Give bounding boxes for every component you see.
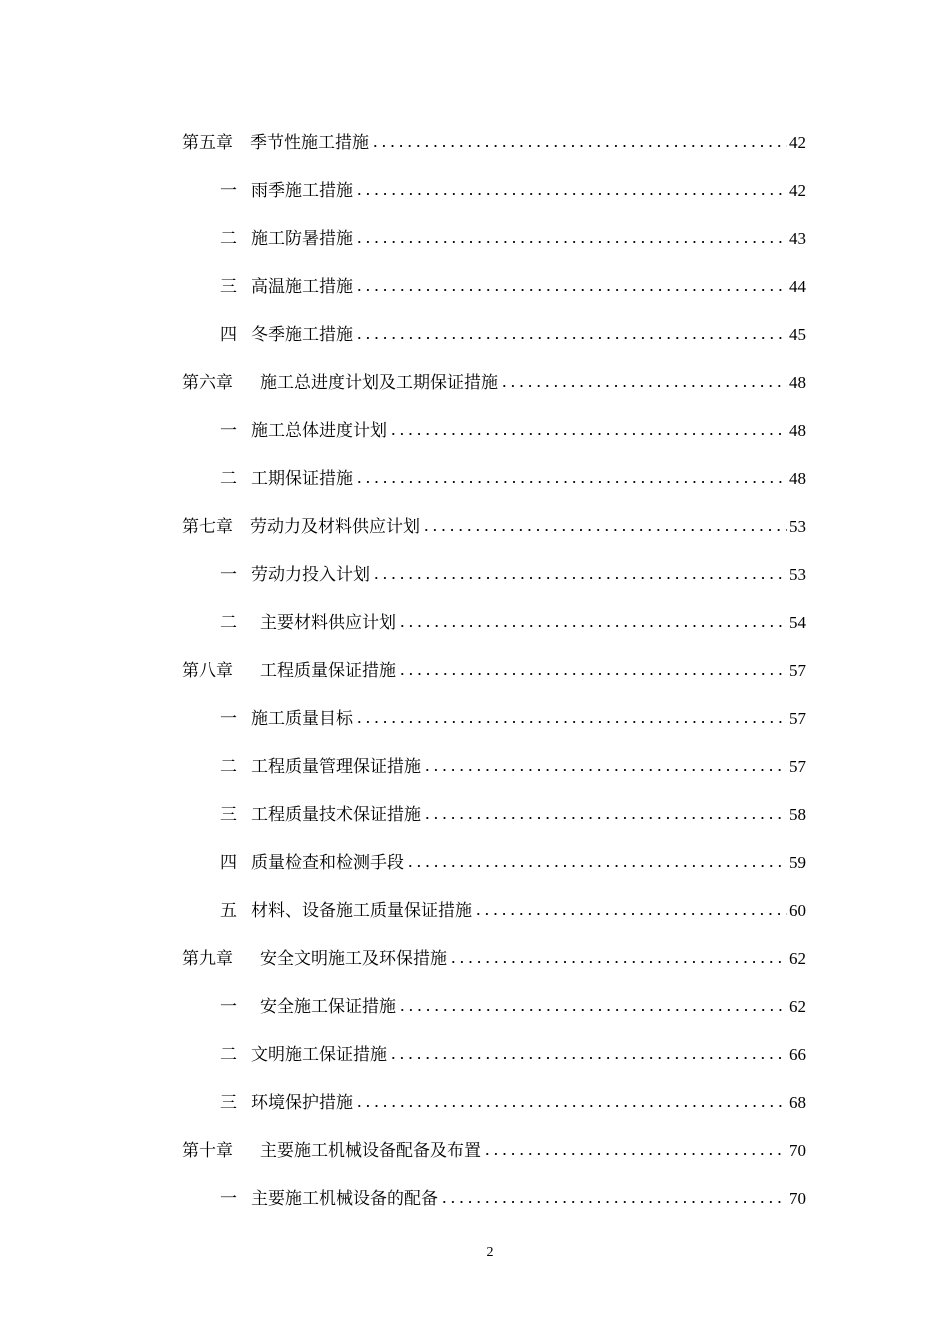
entry-page-number: 42 — [789, 133, 806, 152]
section-number: 四 — [220, 853, 237, 873]
dot-leader — [406, 863, 787, 869]
dot-leader — [389, 1055, 787, 1061]
dot-leader — [483, 1151, 787, 1157]
toc-entry-section[interactable] — [220, 848, 806, 874]
entry-page-number: 48 — [789, 469, 806, 488]
toc-entry-chapter-7[interactable] — [182, 512, 806, 538]
entry-title: 施工总进度计划及工期保证措施 — [260, 373, 498, 393]
toc-entry-section[interactable] — [220, 272, 806, 298]
entry-page-number: 59 — [789, 853, 806, 872]
dot-leader — [423, 767, 787, 773]
dot-leader — [355, 479, 787, 485]
toc-entry-section[interactable] — [220, 1184, 806, 1210]
chapter-number: 第九章 — [182, 949, 233, 969]
dot-leader — [449, 959, 787, 965]
entry-page-number: 53 — [789, 565, 806, 584]
section-number: 一 — [220, 709, 237, 729]
entry-title: 安全文明施工及环保措施 — [260, 949, 447, 969]
entry-title: 主要材料供应计划 — [260, 613, 396, 633]
entry-title: 材料、设备施工质量保证措施 — [251, 901, 472, 921]
dot-leader — [389, 431, 787, 437]
entry-title: 环境保护措施 — [251, 1093, 353, 1113]
entry-title: 劳动力投入计划 — [251, 565, 370, 585]
entry-page-number: 43 — [789, 229, 806, 248]
entry-title: 工期保证措施 — [251, 469, 353, 489]
entry-title: 工程质量管理保证措施 — [251, 757, 421, 777]
entry-title: 文明施工保证措施 — [251, 1045, 387, 1065]
entry-page-number: 57 — [789, 661, 806, 680]
page-footer-number: 2 — [486, 1245, 494, 1260]
dot-leader — [355, 239, 787, 245]
chapter-number: 第六章 — [182, 373, 233, 393]
toc-entry-section[interactable] — [220, 896, 806, 922]
entry-title: 主要施工机械设备配备及布置 — [260, 1141, 481, 1161]
toc-entry-chapter-8[interactable] — [182, 656, 806, 682]
section-number: 一 — [220, 421, 237, 441]
section-number: 二 — [220, 1045, 237, 1065]
chapter-number: 第十章 — [182, 1141, 233, 1161]
toc-entry-section[interactable] — [220, 1088, 806, 1114]
entry-page-number: 58 — [789, 805, 806, 824]
toc-entry-section[interactable] — [220, 320, 806, 346]
section-number: 一 — [220, 1189, 237, 1209]
section-number: 五 — [220, 901, 237, 921]
toc-entry-section[interactable] — [220, 608, 806, 634]
dot-leader — [355, 1103, 787, 1109]
section-number: 二 — [220, 613, 237, 633]
entry-title: 工程质量技术保证措施 — [251, 805, 421, 825]
dot-leader — [500, 383, 787, 389]
toc-entry-section[interactable] — [220, 992, 806, 1018]
entry-title: 季节性施工措施 — [250, 133, 369, 153]
entry-title: 冬季施工措施 — [251, 325, 353, 345]
dot-leader — [440, 1199, 787, 1205]
entry-page-number: 53 — [789, 517, 806, 536]
entry-page-number: 62 — [789, 997, 806, 1016]
entry-page-number: 66 — [789, 1045, 806, 1064]
section-number: 二 — [220, 757, 237, 777]
entry-page-number: 62 — [789, 949, 806, 968]
entry-title: 劳动力及材料供应计划 — [250, 517, 420, 537]
dot-leader — [423, 815, 787, 821]
section-number: 二 — [220, 229, 237, 249]
toc-entry-section[interactable] — [220, 464, 806, 490]
entry-title: 施工质量目标 — [251, 709, 353, 729]
toc-entry-section[interactable] — [220, 560, 806, 586]
toc-entry-chapter-10[interactable] — [182, 1136, 806, 1162]
dot-leader — [371, 143, 787, 149]
entry-page-number: 68 — [789, 1093, 806, 1112]
dot-leader — [398, 623, 787, 629]
entry-page-number: 60 — [789, 901, 806, 920]
chapter-number: 第五章 — [182, 133, 233, 153]
toc-entry-section[interactable] — [220, 800, 806, 826]
dot-leader — [355, 719, 787, 725]
section-number: 三 — [220, 805, 237, 825]
entry-title: 施工总体进度计划 — [251, 421, 387, 441]
entry-title: 质量检查和检测手段 — [251, 853, 404, 873]
entry-title: 工程质量保证措施 — [260, 661, 396, 681]
entry-page-number: 57 — [789, 757, 806, 776]
chapter-number: 第八章 — [182, 661, 233, 681]
toc-entry-section[interactable] — [220, 1040, 806, 1066]
dot-leader — [372, 575, 787, 581]
entry-page-number: 54 — [789, 613, 806, 632]
entry-page-number: 57 — [789, 709, 806, 728]
dot-leader — [398, 1007, 787, 1013]
entry-title: 主要施工机械设备的配备 — [251, 1189, 438, 1209]
section-number: 三 — [220, 277, 237, 297]
toc-entry-section[interactable] — [220, 416, 806, 442]
section-number: 二 — [220, 469, 237, 489]
dot-leader — [355, 191, 787, 197]
section-number: 三 — [220, 1093, 237, 1113]
toc-entry-section[interactable] — [220, 704, 806, 730]
toc-entry-chapter-5[interactable] — [182, 128, 806, 154]
entry-page-number: 45 — [789, 325, 806, 344]
dot-leader — [355, 287, 787, 293]
entry-page-number: 44 — [789, 277, 806, 296]
entry-title: 高温施工措施 — [251, 277, 353, 297]
toc-entry-section[interactable] — [220, 224, 806, 250]
entry-page-number: 70 — [789, 1189, 806, 1208]
toc-entry-section[interactable] — [220, 176, 806, 202]
section-number: 一 — [220, 997, 237, 1017]
section-number: 一 — [220, 565, 237, 585]
chapter-number: 第七章 — [182, 517, 233, 537]
entry-title: 施工防暑措施 — [251, 229, 353, 249]
toc-entry-section[interactable] — [220, 752, 806, 778]
entry-page-number: 70 — [789, 1141, 806, 1160]
dot-leader — [355, 335, 787, 341]
entry-page-number: 48 — [789, 373, 806, 392]
section-number: 一 — [220, 181, 237, 201]
toc-entry-chapter-6[interactable] — [182, 368, 806, 394]
entry-page-number: 42 — [789, 181, 806, 200]
toc-entry-chapter-9[interactable] — [182, 944, 806, 970]
dot-leader — [422, 527, 787, 533]
entry-title: 安全施工保证措施 — [260, 997, 396, 1017]
dot-leader — [474, 911, 787, 917]
section-number: 四 — [220, 325, 237, 345]
entry-title: 雨季施工措施 — [251, 181, 353, 201]
entry-page-number: 48 — [789, 421, 806, 440]
dot-leader — [398, 671, 787, 677]
